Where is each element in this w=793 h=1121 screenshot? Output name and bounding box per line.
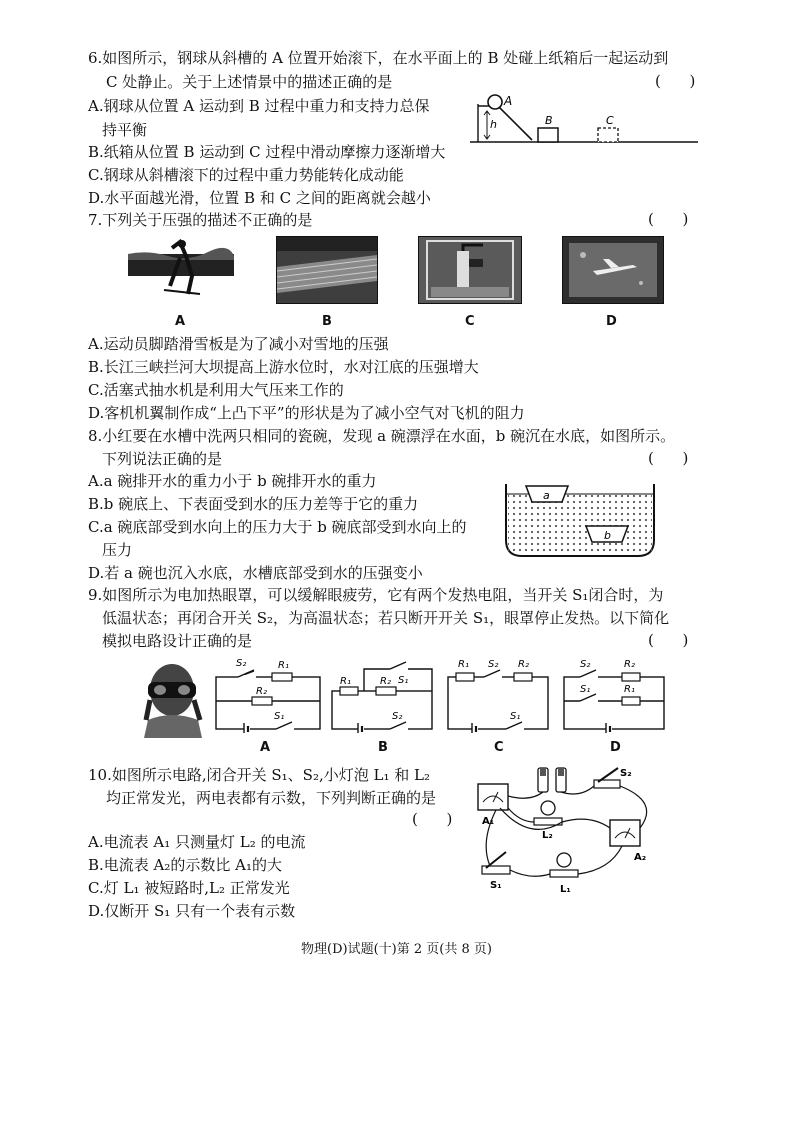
q9a-s1: S₁	[274, 711, 285, 722]
q8-label-a: a	[543, 489, 550, 502]
q6-stem-line1: 6.如图所示，钢球从斜槽的 A 位置开始滚下，在水平面上的 B 处碰上纸箱后一起运动到	[88, 49, 669, 67]
q10-option-c: C.灯 L₁ 被短路时,L₂ 正常发光	[88, 879, 290, 897]
q6-ramp-figure	[470, 92, 705, 152]
q7-stem: 7.下列关于压强的描述不正确的是	[88, 211, 313, 229]
q9b-s2: S₂	[392, 711, 403, 722]
q10-label-l2: L₂	[542, 830, 553, 841]
q8-option-c-cont: 压力	[102, 541, 133, 559]
q6-option-a: A.钢球从位置 A 运动到 B 过程中重力和支持力总保	[88, 97, 430, 115]
q9-stem-line1: 9.如图所示为电加热眼罩，可以缓解眼疲劳，它有两个发热电阻，当开关 S₁闭合时，为	[88, 586, 664, 604]
q7-label-b: B	[322, 314, 332, 329]
q10-lamp-l2	[541, 801, 555, 815]
q9-circuit-a	[210, 655, 325, 735]
q9a-r1: R₁	[278, 660, 289, 671]
q9a-r2: R₂	[256, 686, 267, 697]
q6-ramp-slope	[478, 106, 532, 140]
q7-option-d: D.客机机翼制作成“上凸下平”的形状是为了减小空气对飞机的阻力	[88, 404, 525, 422]
page-footer: 物理(D)试题(十)第 2 页(共 8 页)	[301, 942, 492, 957]
q9b-s1: S₁	[398, 675, 409, 686]
q10-label-s2: S₂	[620, 768, 632, 779]
q6-option-c: C.钢球从斜槽滚下的过程中重力势能转化成动能	[88, 166, 404, 184]
q10-option-d: D.仅断开 S₁ 只有一个表有示数	[88, 902, 296, 920]
q6-option-a-cont: 持平衡	[102, 121, 148, 139]
q9a-s2: S₂	[236, 658, 247, 669]
q7-label-d: D	[606, 314, 617, 329]
q10-stem-line1: 10.如图所示电路,闭合开关 S₁、S₂,小灯泡 L₁ 和 L₂	[88, 766, 430, 784]
q10-label-l1: L₁	[560, 884, 571, 895]
q10-option-b: B.电流表 A₂的示数比 A₁的大	[88, 856, 283, 874]
q7-answer-paren: ( )	[648, 210, 689, 228]
q6-label-h: h	[490, 118, 497, 131]
q9c-s2: S₂	[488, 659, 499, 670]
q7-photo-pump	[418, 236, 522, 304]
q7-label-c: C	[465, 314, 475, 329]
q6-box-b	[538, 128, 558, 142]
q10-label-a2: A₂	[634, 852, 647, 863]
q8-option-d: D.若 a 碗也沉入水底，水槽底部受到水的压强变小	[88, 564, 423, 582]
q10-label-a1: A₁	[482, 816, 495, 827]
q7-photo-dam	[276, 236, 378, 304]
q8-option-a: A.a 碗排开水的重力小于 b 碗排开水的重力	[88, 472, 377, 490]
q8-stem-line2: 下列说法正确的是	[102, 450, 223, 468]
q7-photo-plane	[562, 236, 664, 304]
q10-ammeter-a2	[610, 820, 640, 846]
q8-label-b: b	[604, 529, 611, 542]
q6-label-c: C	[606, 114, 614, 127]
q8-option-b: B.b 碗底上、下表面受到水的压力差等于它的重力	[88, 495, 419, 513]
q9-answer-paren: ( )	[648, 631, 689, 649]
q7-option-a: A.运动员脚踏滑雪板是为了减小对雪地的压强	[88, 335, 389, 353]
q9-circuit-b	[328, 655, 438, 735]
q7-photo-skier	[128, 236, 234, 298]
q10-ammeter-a1	[478, 784, 508, 810]
q6-option-d: D.水平面越光滑，位置 B 和 C 之间的距离就会越小	[88, 189, 431, 207]
q10-option-a: A.电流表 A₁ 只测量灯 L₂ 的电流	[88, 833, 306, 851]
q8-water-tank-figure	[500, 470, 660, 560]
q7-option-c: C.活塞式抽水机是利用大气压来工作的	[88, 381, 344, 399]
q10-answer-paren: ( )	[412, 810, 453, 828]
q8-water	[508, 494, 652, 554]
q9b-r1: R₁	[340, 676, 351, 687]
q6-box-c	[598, 128, 618, 142]
q9-stem-line2: 低温状态；再闭合开关 S₂，为高温状态；若只断开开关 S₁，眼罩停止发热。以下简化	[102, 609, 670, 627]
q8-answer-paren: ( )	[648, 449, 689, 467]
q9d-r2: R₂	[624, 659, 635, 670]
q10-physical-circuit-figure	[470, 762, 690, 902]
q9-circuit-c	[444, 655, 552, 735]
q6-label-b: B	[545, 114, 553, 127]
q9-label-a: A	[260, 740, 271, 755]
q9d-s1: S₁	[580, 684, 591, 695]
q6-stem-line2: C 处静止。关于上述情景中的描述正确的是	[106, 73, 393, 91]
q8-option-c: C.a 碗底部受到水向上的压力大于 b 碗底部受到水向上的	[88, 518, 467, 536]
q6-answer-paren: ( )	[655, 72, 696, 90]
q8-stem-line1: 8.小红要在水槽中洗两只相同的瓷碗，发现 a 碗漂浮在水面，b 碗沉在水底，如图所示。	[88, 427, 676, 445]
q9b-r2: R₂	[380, 676, 391, 687]
q9-eye-mask-photo	[142, 660, 204, 738]
q9-label-b: B	[378, 740, 388, 755]
q7-option-b: B.长江三峡拦河大坝提高上游水位时，水对江底的压强增大	[88, 358, 479, 376]
q10-label-s1: S₁	[490, 880, 502, 891]
q9c-s1: S₁	[510, 711, 521, 722]
q9d-s2: S₂	[580, 659, 591, 670]
q9-circuit-d	[560, 655, 668, 735]
q6-label-a: A	[504, 94, 513, 108]
q6-steel-ball	[488, 95, 502, 109]
q9-stem-line3: 模拟电路设计正确的是	[102, 632, 253, 650]
q6-option-b: B.纸箱从位置 B 运动到 C 过程中滑动摩擦力逐渐增大	[88, 143, 446, 161]
q9c-r1: R₁	[458, 659, 469, 670]
q9d-r1: R₁	[624, 684, 635, 695]
q10-stem-line2: 均正常发光，两电表都有示数，下列判断正确的是	[106, 789, 437, 807]
q9-label-d: D	[610, 740, 621, 755]
q9c-r2: R₂	[518, 659, 529, 670]
q7-label-a: A	[175, 314, 186, 329]
q10-lamp-l1	[557, 853, 571, 867]
q9-label-c: C	[494, 740, 504, 755]
